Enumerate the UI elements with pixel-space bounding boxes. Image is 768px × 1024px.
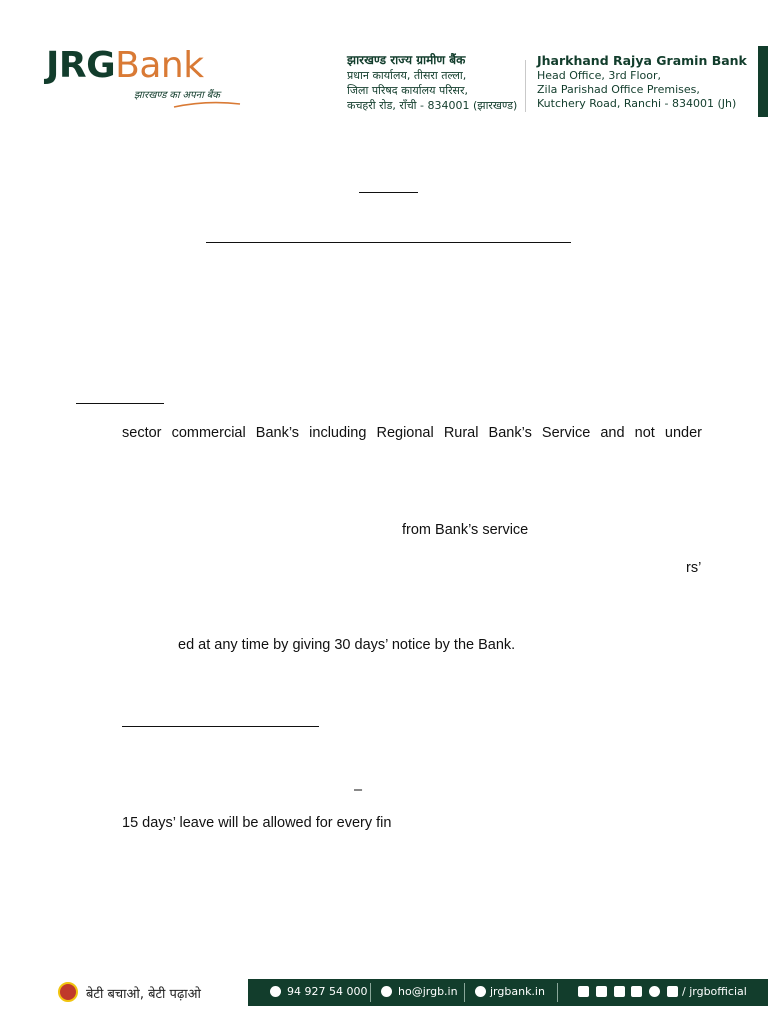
linkedin-icon[interactable]: [614, 986, 625, 997]
body-line-service: from Bank’s service: [402, 522, 529, 538]
logo-tagline: झारखण्ड का अपना बैंक: [134, 90, 220, 101]
english-address-line: Kutchery Road, Ranchi - 834001 (Jh): [537, 97, 737, 110]
bank-logo: [46, 44, 204, 88]
hindi-address-line: कचहरी रोड, राँची - 834001 (झारखण्ड): [347, 99, 518, 112]
footer-divider: [464, 983, 465, 1002]
body-line-leave: 15 days’ leave will be allowed for every fin: [122, 815, 392, 831]
body-line-dash: –: [354, 782, 363, 798]
logo-primary: JRG: [46, 45, 116, 86]
header-accent-bar: [758, 46, 768, 117]
facebook-icon[interactable]: [578, 986, 589, 997]
pinterest-icon[interactable]: [649, 986, 660, 997]
header-divider: [525, 60, 526, 112]
section-heading-underline: [122, 726, 319, 727]
english-bank-name: Jharkhand Rajya Gramin Bank: [537, 53, 747, 68]
english-address-line: Zila Parishad Office Premises,: [537, 83, 700, 96]
body-line-notice: ed at any time by giving 30 days’ notice by the Bank.: [178, 637, 516, 653]
twitter-icon[interactable]: [631, 986, 642, 997]
footer-phone[interactable]: 94 927 54 000: [287, 985, 368, 998]
phone-icon: [270, 986, 281, 997]
email-icon: [381, 986, 392, 997]
body-line-sector: sector commercial Bank’s including Regional Rural Bank’s Service and not under: [122, 425, 702, 441]
hindi-address-line: प्रधान कार्यालय, तीसरा तल्ला,: [347, 69, 467, 82]
youtube-icon[interactable]: [667, 986, 678, 997]
instagram-icon[interactable]: [596, 986, 607, 997]
footer-social-handle[interactable]: / jrgbofficial: [682, 985, 747, 998]
footer-divider: [370, 983, 371, 1002]
hindi-address-block: [347, 53, 517, 113]
footer-divider: [557, 983, 558, 1002]
logo-swoosh-icon: [172, 99, 242, 109]
title-underline: [359, 192, 418, 193]
hindi-address-line: जिला परिषद कार्यालय परिसर,: [347, 84, 468, 97]
campaign-seal-icon: [58, 982, 78, 1002]
logo-secondary: Bank: [115, 45, 204, 86]
english-address-block: [537, 53, 747, 111]
english-address-line: Head Office, 3rd Floor,: [537, 69, 662, 82]
globe-icon: [475, 986, 486, 997]
body-line-rs: rs’: [686, 560, 702, 576]
section-heading-underline: [76, 403, 164, 404]
subtitle-underline: [206, 242, 571, 243]
footer-website[interactable]: jrgbank.in: [490, 985, 545, 998]
footer-slogan: बेटी बचाओ, बेटी पढ़ाओ: [86, 987, 201, 1002]
footer-email[interactable]: ho@jrgb.in: [398, 985, 458, 998]
hindi-bank-name: झारखण्ड राज्य ग्रामीण बैंक: [347, 53, 466, 67]
